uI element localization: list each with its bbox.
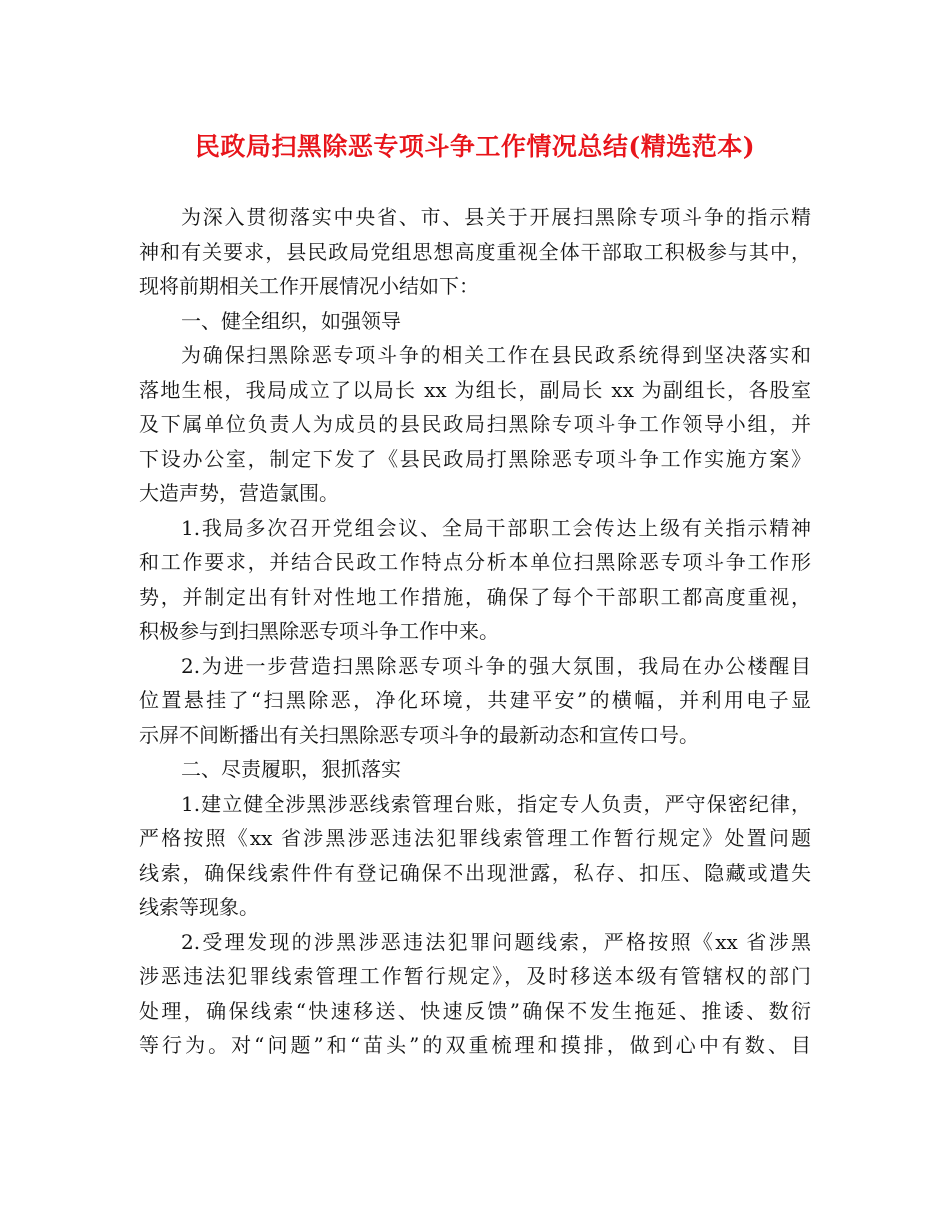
body-line: 线索等现象。: [139, 895, 259, 919]
document-title: 民政局扫黑除恶专项斗争工作情况总结(精选范本): [194, 132, 756, 161]
body-line: 神和有关要求，县民政局党组思想高度重视全体干部取工积极参与其中，: [139, 239, 811, 264]
body-line: 大造声势，营造氯围。: [139, 481, 339, 505]
body-line: 1.我局多次召开党组会议、全局干部职工会传达上级有关指示精神: [181, 515, 811, 540]
body-line: 线索，确保线索件件有登记确保不出现泄露，私存、扣压、隐藏或遣失: [139, 860, 811, 885]
body-line: 和工作要求，并结合民政工作特点分析本单位扫黑除恶专项斗争工作形: [139, 550, 811, 574]
body-line: 2.受理发现的涉黑涉恶违法犯罪问题线索，严格按照《xx 省涉黑: [181, 929, 811, 954]
body-line: 位置悬挂了“扫黑除恶，净化环境，共建平安”的横幅，并利用电子显: [139, 688, 811, 712]
section-heading: 二、尽责履职，狠抓落实: [181, 757, 401, 781]
body-line: 1.建立健全涉黑涉恶线索管理台账，指定专人负责，严守保密纪律，: [181, 791, 811, 816]
body-line: 等行为。对“问题”和“苗头”的双重梳理和摸排，做到心中有数、目: [139, 1033, 811, 1057]
body-line: 涉恶违法犯罪线索管理工作暂行规定》，及时移送本级有管辖权的部门: [139, 964, 811, 988]
section-heading: 一、健全组织，如强领导: [181, 308, 401, 333]
body-line: 落地生根，我局成立了以局长 xx 为组长，副局长 xx 为副组长，各股室: [139, 377, 811, 402]
body-line: 势，并制定出有针对性地工作措施，确保了每个干部职工都高度重视，: [139, 584, 811, 609]
body-line: 为深入贯彻落实中央省、市、县关于开展扫黑除专项斗争的指示精: [181, 205, 811, 229]
document-body: [139, 200, 811, 1063]
body-line: 为确保扫黑除恶专项斗争的相关工作在县民政系统得到坚决落实和: [181, 343, 811, 367]
body-line: 及下属单位负责人为成员的县民政局扫黑除专项斗争工作领导小组，并: [139, 412, 811, 436]
body-line: 处理，确保线索“快速移送、快速反馈”确保不发生拖延、推诿、数衍: [139, 998, 811, 1023]
body-line: 现将前期相关工作开展情况小结如下：: [139, 274, 479, 298]
body-line: 下设办公室，制定下发了《县民政局打黑除恶专项斗争工作实施方案》: [139, 446, 811, 471]
body-line: 2.为进一步营造扫黑除恶专项斗争的强大氛围，我局在办公楼醒目: [181, 653, 811, 678]
body-line: 积极参与到扫黑除恶专项斗争工作中来。: [139, 619, 499, 643]
body-line: 严格按照《xx 省涉黑涉恶违法犯罪线索管理工作暂行规定》处置问题: [139, 826, 811, 850]
body-line: 示屏不间断播出有关扫黑除恶专项斗争的最新动态和宣传口号。: [139, 722, 699, 747]
